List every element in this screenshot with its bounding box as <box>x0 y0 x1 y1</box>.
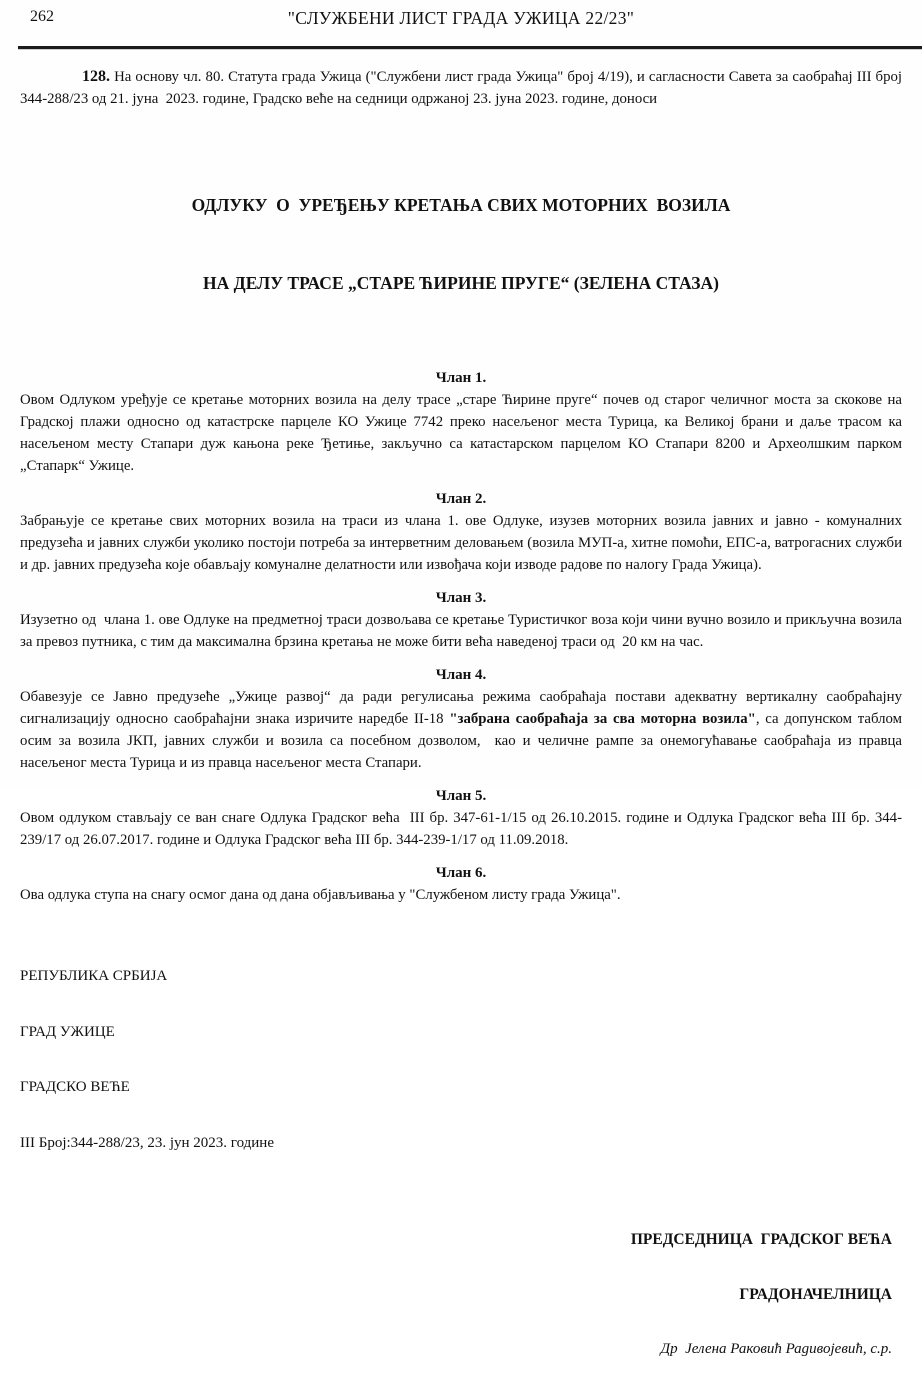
signature-title-line-1: ПРЕДСЕДНИЦА ГРАДСКОГ ВЕЋА <box>630 1231 892 1248</box>
article-5-body: Овом одлуком стављају се ван снаге Одлука Градског већа III бр. 347-61-1/15 од 26.10.2015. године и Одлука Градског већа III бр. 344-239/17 од 26.07.2017. године и Одлука Градског већа III бр. 344-239-1/17 од 11.09.2018. <box>20 810 902 848</box>
gazette-title: "СЛУЖБЕНИ ЛИСТ ГРАДА УЖИЦА 22/23" <box>287 8 635 28</box>
article-1-heading: Члан 1. <box>435 370 487 386</box>
institution-line-city: ГРАД УЖИЦЕ <box>20 1023 115 1040</box>
article-4-body <box>20 686 906 774</box>
page-number: 262 <box>30 8 54 25</box>
article-1-body: Овом Одлуком уређује се кретање моторних возила на делу трасе „старе Ћирине пруге“ почев од старог челичног моста за скокове на Градској плажи односно од катастрске парцеле КО Ужице 7742 преко насељеног места Турица, ка Великој брани и даље трасом ка насељеном месту Стапари дуж кањона реке Ђетиње, закључно са катастарском парцелом КО Стапари 8200 и Археолшким парком „Стапарк“ Ужице. <box>20 392 906 474</box>
article-3-body: Изузетно од члана 1. ове Одлуке на предметној траси дозвољава се кретање Туристичког воза који чини вучно возило и прикључна возила за превоз путника, с тим да максимална брзина кретања не може бити већа наведеној траси од 20 км на час. <box>20 612 906 650</box>
signature-block <box>0 1195 892 1395</box>
article-4-body-start: Обавезује се Јавно предузеће „Ужице развој“ да ради регулисања режима саобраћаја постави адекватну вертикалну саобраћајну сигнализацију односно саобраћајни знака изричите наредбе II-18 <box>20 689 906 727</box>
page-header <box>0 0 922 40</box>
article-4-body-bold: "забрана саобраћаја за сва моторна возила" <box>449 711 756 727</box>
article-6-body: Ова одлука ступа на снагу осмог дана од дана објављивања у "Службеном листу града Ужица". <box>20 887 621 903</box>
intro-text: На основу чл. 80. Статута града Ужица ("Службени лист града Ужица" број 4/19), и сагласности Савета за саобраћај III број 344-288/23 од 21. јуна 2023. године, Градско веће на седници одржаној 23. јуна 2023. године, доноси <box>20 69 906 107</box>
institution-line-republic: РЕПУБЛИКА СРБИЈА <box>20 968 168 984</box>
article-4-heading: Члан 4. <box>435 667 487 683</box>
article-2-body: Забрањује се кретање свих моторних возила на траси из члана 1. ове Одлуке, изузев моторних возила јавних и јавно - комуналних предузећа и јавних служби уколико постоји потреба за интерветним деловањем (возила МУП-а, хитне помоћи, ЕПС-а, ватрогасних служби и др. јавних предузећа које обављају комуналне делатности или извођача који изводе радове по налогу Града Ужица). <box>20 513 906 573</box>
header-divider <box>18 46 922 50</box>
article-3-heading: Члан 3. <box>435 590 487 606</box>
signature-title-line-2: ГРАДОНАЧЕЛНИЦА <box>739 1285 892 1303</box>
article-6-heading: Члан 6. <box>435 865 487 881</box>
decision-title-line-1: ОДЛУКУ О УРЕЂЕЊУ КРЕТАЊА СВИХ МОТОРНИХ ВОЗИЛА <box>191 195 731 215</box>
institution-line-number-date: III Број:344-288/23, 23. јун 2023. године <box>20 1134 274 1151</box>
intro-paragraph <box>20 66 906 110</box>
article-5-heading: Члан 5. <box>435 788 487 804</box>
decision-title-line-2: НА ДЕЛУ ТРАСЕ „СТАРЕ ЋИРИНЕ ПРУГЕ“ (ЗЕЛЕНА СТАЗА) <box>203 273 719 293</box>
article-4-body-end: , са допунском таблом осим за возила ЈКП, јавних служби и возила са посебном дозволом, као и челичне рампе за онемогућавање саобраћаја из правца насељеног места Турица и из правца насељеног места Стапари. <box>20 711 906 771</box>
decision-title <box>0 140 922 348</box>
article-2-heading: Члан 2. <box>435 491 487 507</box>
item-number: 128. <box>82 68 110 85</box>
signature-name: Др Јелена Раковић Радивојевић, с.р. <box>660 1341 892 1357</box>
issuing-institution-block <box>20 930 902 1189</box>
institution-line-council: ГРАДСКО ВЕЋЕ <box>20 1079 130 1095</box>
